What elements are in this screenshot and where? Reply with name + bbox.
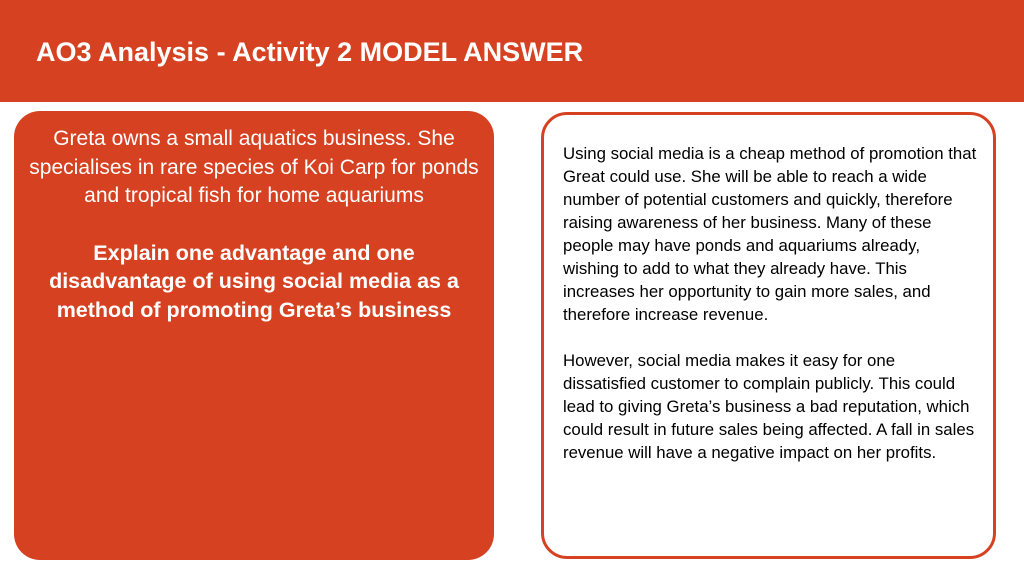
model-answer-box xyxy=(541,112,996,559)
question-text: Explain one advantage and one disadvantage of using social media as a method of promoting Greta’s business xyxy=(49,240,459,322)
slide-title: AO3 Analysis - Activity 2 MODEL ANSWER xyxy=(36,37,584,67)
answer-disadvantage-paragraph: However, social media makes it easy for one dissatisfied customer to complain publicly. This could lead to giving Greta’s business a bad reputation, which could result in future sales being affected. A fall in sales revenue will have a negative impact on her profits. xyxy=(563,351,975,462)
header-bar xyxy=(0,0,1024,102)
scenario-text: Greta owns a small aquatics business. She specialises in rare species of Koi Carp for ponds and tropical fish for home aquariums xyxy=(29,127,479,207)
question-box xyxy=(14,111,494,560)
answer-advantage-paragraph: Using social media is a cheap method of promotion that Great could use. She will be able to reach a wide number of potential customers and quickly, therefore raising awareness of her business. Many of these people may have ponds and aquariums already, wishing to add to what they already have. This increases her opportunity to gain more sales, and therefore increase revenue. xyxy=(563,144,977,324)
